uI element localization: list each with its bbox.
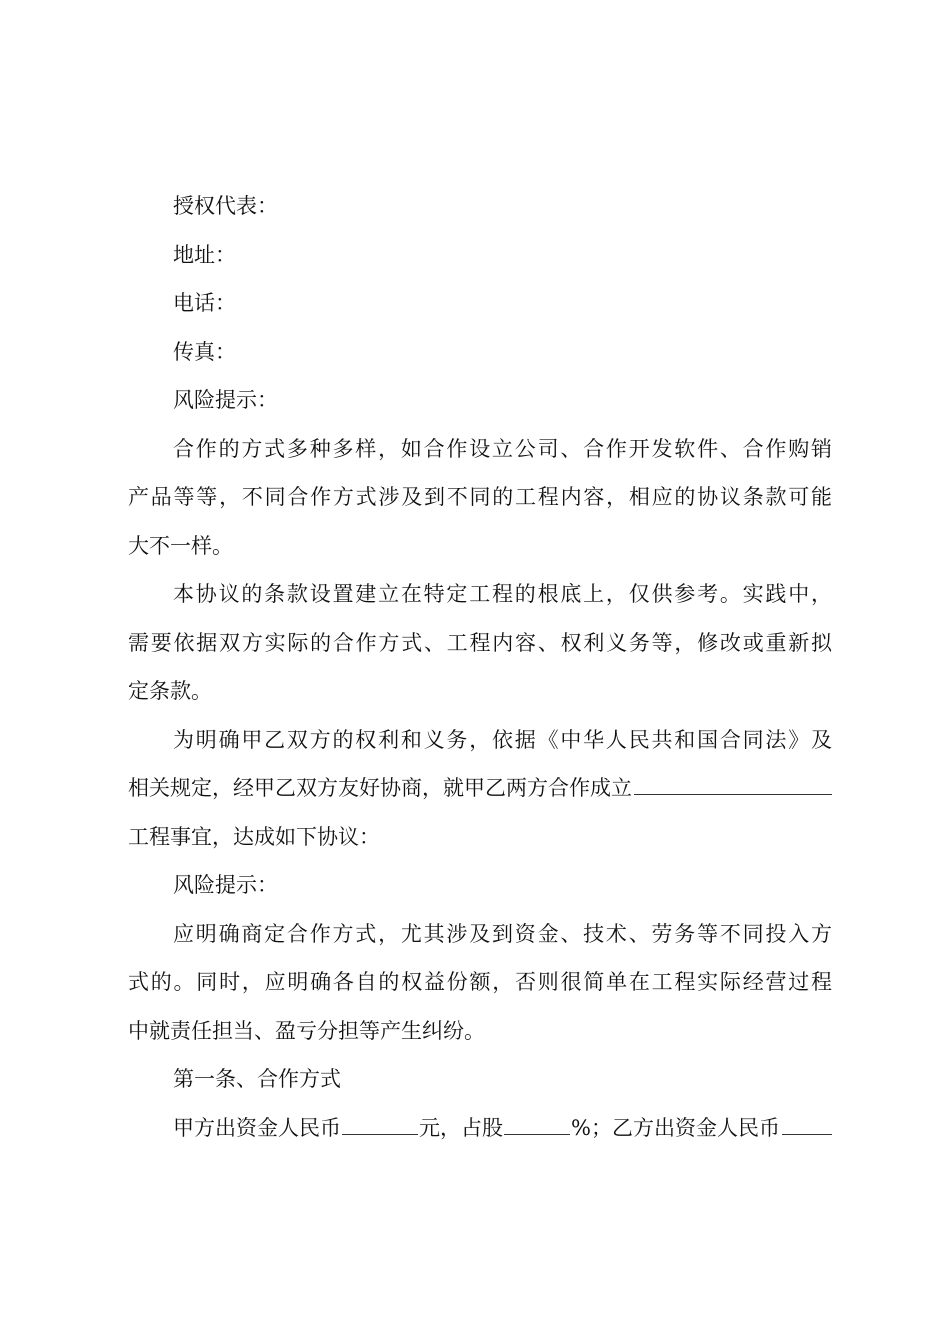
article-title: 第一条、合作方式 [173, 1067, 341, 1091]
phone-label: 电话： [173, 291, 236, 315]
party-a-share-blank[interactable] [504, 1112, 570, 1135]
fax-label: 传真： [173, 339, 236, 364]
risk-note-line: 中就责任担当、盈亏分担等产生纠纷。 [128, 1018, 485, 1043]
reference-note-line: 定条款。 [128, 679, 212, 703]
address-label: 地址： [173, 242, 236, 267]
representative-label: 授权代表： [173, 194, 278, 218]
capital-line [128, 1104, 832, 1153]
risk-note-heading: 风险提示： [173, 388, 278, 412]
risk-note-line: 产品等等，不同合作方式涉及到不同的工程内容，相应的协议条款可能 [128, 485, 832, 509]
party-a-amount-blank[interactable] [342, 1112, 418, 1135]
party-b-amount-blank[interactable] [782, 1112, 832, 1135]
reference-note-line: 需要依据双方实际的合作方式、工程内容、权利义务等，修改或重新拟 [128, 630, 832, 655]
risk-note-line: 大不一样。 [128, 533, 233, 558]
preamble-text: 相关规定，经甲乙双方友好协商，就甲乙两方合作成立 [128, 776, 632, 800]
party-a-capital-text: 甲方出资金人民币 [173, 1115, 341, 1140]
preamble-line-with-blank [128, 764, 832, 813]
preamble-line: 工程事宜，达成如下协议： [128, 824, 380, 849]
project-name-blank[interactable] [634, 772, 832, 795]
yuan-share-text: 元，占股 [419, 1115, 503, 1140]
risk-note-heading: 风险提示： [173, 873, 278, 897]
document-body [128, 182, 832, 1152]
risk-note-line: 式的。同时，应明确各自的权益份额，否则很简单在工程实际经营过程 [128, 970, 832, 994]
risk-note-line: 应明确商定合作方式，尤其涉及到资金、技术、劳务等不同投入方 [173, 921, 832, 946]
party-b-capital-text: %；乙方出资金人民币 [571, 1115, 780, 1140]
risk-note-line: 合作的方式多种多样，如合作设立公司、合作开发软件、合作购销 [173, 436, 832, 461]
reference-note-line: 本协议的条款设置建立在特定工程的根底上，仅供参考。实践中， [173, 582, 832, 606]
preamble-line: 为明确甲乙双方的权利和义务，依据《中华人民共和国合同法》及 [173, 727, 832, 752]
